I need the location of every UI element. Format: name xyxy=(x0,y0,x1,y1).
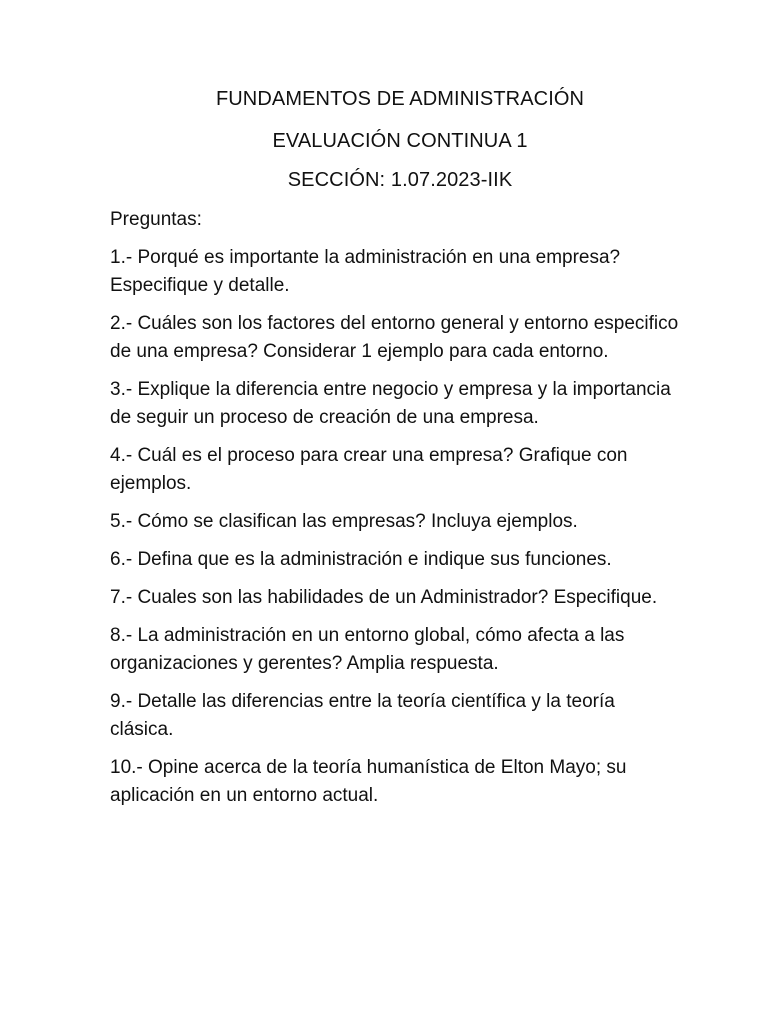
question-3: 3.- Explique la diferencia entre negocio y empresa y la importancia de seguir un proceso de creación de una empresa. xyxy=(110,379,671,428)
document-title: FUNDAMENTOS DE ADMINISTRACIÓN xyxy=(215,88,585,110)
document-subtitle: EVALUACIÓN CONTINUA 1 xyxy=(272,130,528,152)
question-7: 7.- Cuales son las habilidades de un Administrador? Especifique. xyxy=(110,587,658,608)
section-label: SECCIÓN: 1.07.2023-IIK xyxy=(287,169,513,191)
question-9: 9.- Detalle las diferencias entre la teoría científica y la teoría clásica. xyxy=(110,691,615,740)
question-2: 2.- Cuáles son los factores del entorno general y entorno especifico de una empresa? Considerar 1 ejemplo para cada entorno. xyxy=(110,313,679,362)
questions-heading: Preguntas: xyxy=(110,209,202,230)
question-4: 4.- Cuál es el proceso para crear una empresa? Grafique con ejemplos. xyxy=(110,445,628,494)
questions-list xyxy=(110,244,680,820)
question-10: 10.- Opine acerca de la teoría humanística de Elton Mayo; su aplicación en un entorno actual. xyxy=(110,757,627,806)
question-5: 5.- Cómo se clasifican las empresas? Incluya ejemplos. xyxy=(110,511,578,532)
question-6: 6.- Defina que es la administración e indique sus funciones. xyxy=(110,549,612,570)
question-8: 8.- La administración en un entorno global, cómo afecta a las organizaciones y gerentes? Amplia respuesta. xyxy=(110,625,625,674)
question-1: 1.- Porqué es importante la administración en una empresa? Especifique y detalle. xyxy=(110,247,621,296)
